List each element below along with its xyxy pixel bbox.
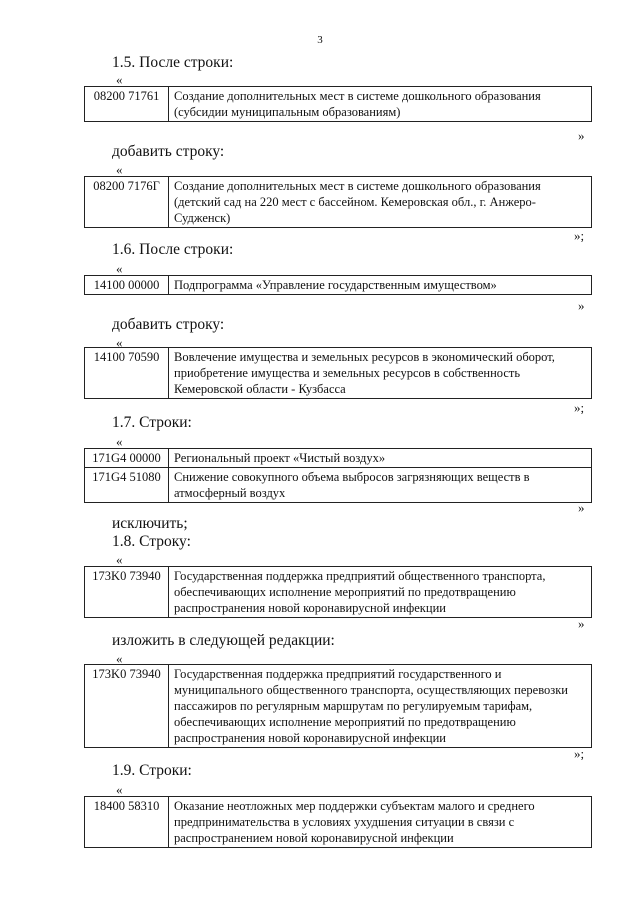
code-table-1-9 <box>84 796 592 848</box>
code-cell: 18400 58310 <box>85 797 169 848</box>
page-number: 3 <box>317 34 323 46</box>
description-cell <box>169 468 592 503</box>
description-line: пассажиров по регулярным маршрутам по регулируемым тарифам, <box>174 699 533 713</box>
description-line: Государственная поддержка предприятий общественного транспорта, <box>174 569 546 583</box>
description-line: Государственная поддержка предприятий государственного и <box>174 667 502 681</box>
code-cell: 173K0 73940 <box>85 665 169 748</box>
description-cell <box>169 797 592 848</box>
table-row <box>85 449 592 468</box>
description-cell <box>169 87 592 122</box>
table-row <box>85 87 592 122</box>
open-quote: « <box>116 434 123 449</box>
table-row <box>85 348 592 399</box>
description-cell <box>169 348 592 399</box>
close-quote: » <box>578 500 585 515</box>
description-line: муниципального общественного транспорта, осуществляющих перевозки <box>174 683 568 697</box>
exclude-heading: исключить; <box>112 515 188 532</box>
description-line: Вовлечение имущества и земельных ресурсов в экономический оборот, <box>174 350 555 364</box>
description-line: атмосферный воздух <box>174 486 286 500</box>
description-line: Судженск) <box>174 211 231 225</box>
close-quote: »; <box>574 400 585 415</box>
code-cell: 08200 71761 <box>85 87 169 122</box>
open-quote: « <box>116 261 123 276</box>
description-line: Кемеровской области - Кузбасса <box>174 382 346 396</box>
new-wording-heading: изложить в следующей редакции: <box>112 632 335 649</box>
description-line: приобретение имущества и земельных ресурсов в собственность <box>174 366 521 380</box>
code-cell: 171G4 00000 <box>85 449 169 468</box>
open-quote: « <box>116 782 123 797</box>
table-row <box>85 276 592 295</box>
description-line: обеспечивающих исполнение мероприятий по предотвращению <box>174 585 516 599</box>
open-quote: « <box>116 651 123 666</box>
description-line: Подпрограмма «Управление государственным имуществом» <box>174 278 497 292</box>
section-heading-1-5: 1.5. После строки: <box>112 54 234 71</box>
code-table-1-6 <box>84 275 592 295</box>
description-line: (субсидии муниципальным образованиям) <box>174 105 401 119</box>
open-quote: « <box>116 335 123 350</box>
table-row <box>85 797 592 848</box>
description-line: предпринимательства в условиях ухудшения ситуации в связи с <box>174 815 515 829</box>
close-quote: »; <box>574 746 585 761</box>
description-cell <box>169 665 592 748</box>
code-table-1-5 <box>84 86 592 122</box>
close-quote: »; <box>574 228 585 243</box>
table-row <box>85 665 592 748</box>
description-line: распространения новой коронавирусной инфекции <box>174 731 446 745</box>
description-line: Оказание неотложных мер поддержки субъектам малого и среднего <box>174 799 535 813</box>
description-line: распространения новой коронавирусной инфекции <box>174 601 446 615</box>
code-table-1-6-add <box>84 347 592 399</box>
section-heading-1-7: 1.7. Строки: <box>112 414 192 431</box>
close-quote: » <box>578 298 585 313</box>
section-heading-1-8: 1.8. Строку: <box>112 533 191 550</box>
code-table-1-8-new <box>84 664 592 748</box>
code-table-1-8 <box>84 566 592 618</box>
close-quote: » <box>578 616 585 631</box>
add-row-heading: добавить строку: <box>112 143 225 160</box>
section-heading-1-9: 1.9. Строки: <box>112 762 192 779</box>
description-line: Региональный проект «Чистый воздух» <box>174 451 386 465</box>
section-heading-1-6: 1.6. После строки: <box>112 241 234 258</box>
code-cell: 173K0 73940 <box>85 567 169 618</box>
description-line: Создание дополнительных мест в системе дошкольного образования <box>174 89 541 103</box>
open-quote: « <box>116 72 123 87</box>
table-row <box>85 468 592 503</box>
description-line: распространением новой коронавирусной инфекции <box>174 831 454 845</box>
close-quote: » <box>578 128 585 143</box>
description-line: обеспечивающих исполнение мероприятий по предотвращению <box>174 715 516 729</box>
description-line: (детский сад на 220 мест с бассейном. Кемеровская обл., г. Анжеро- <box>174 195 536 209</box>
description-cell <box>169 449 592 468</box>
description-line: Снижение совокупного объема выбросов загрязняющих веществ в <box>174 470 530 484</box>
code-table-1-7 <box>84 448 592 503</box>
code-cell: 171G4 51080 <box>85 468 169 503</box>
code-cell: 14100 00000 <box>85 276 169 295</box>
description-cell <box>169 276 592 295</box>
description-cell <box>169 567 592 618</box>
open-quote: « <box>116 552 123 567</box>
code-cell: 14100 70590 <box>85 348 169 399</box>
description-cell <box>169 177 592 228</box>
description-line: Создание дополнительных мест в системе дошкольного образования <box>174 179 541 193</box>
code-cell: 08200 7176Г <box>85 177 169 228</box>
table-row <box>85 177 592 228</box>
open-quote: « <box>116 162 123 177</box>
code-table-1-5-add <box>84 176 592 228</box>
table-row <box>85 567 592 618</box>
add-row-heading: добавить строку: <box>112 316 225 333</box>
